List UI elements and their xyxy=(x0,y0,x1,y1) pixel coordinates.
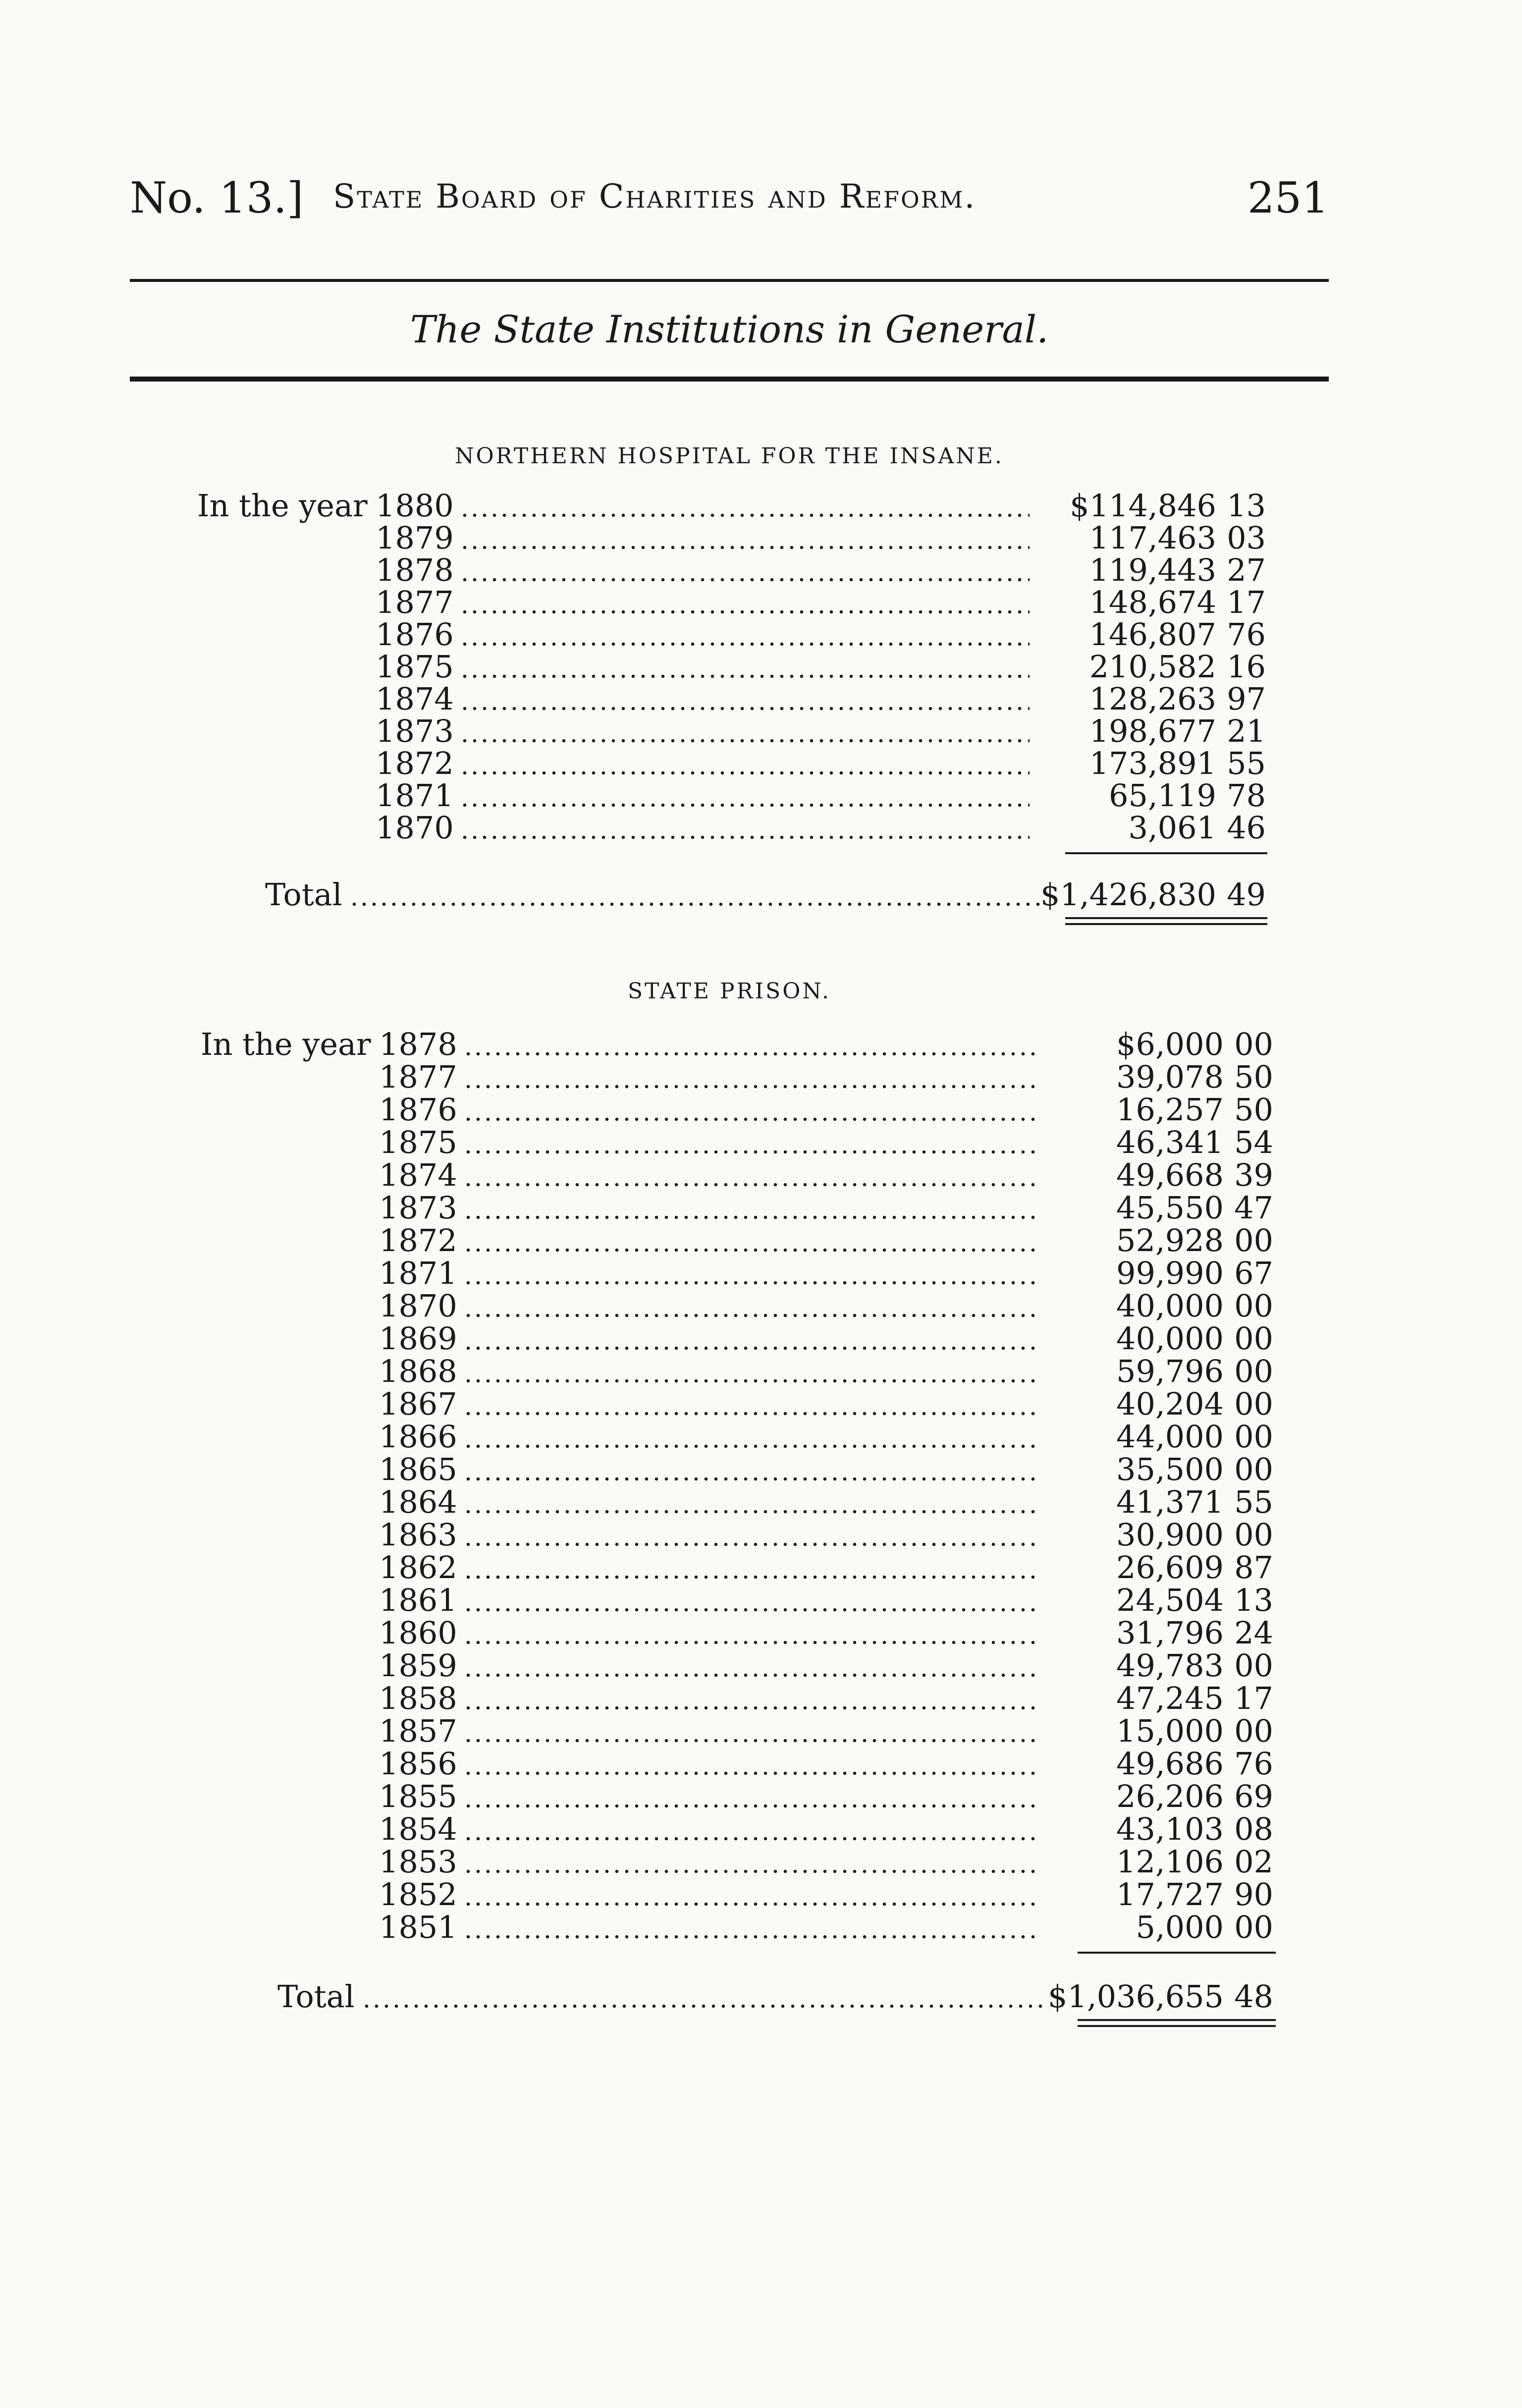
ledger-row xyxy=(0,1780,1522,1813)
row-cents: 97 xyxy=(1227,681,1266,717)
ledger-row xyxy=(0,1094,1522,1126)
row-cents: 24 xyxy=(1234,1615,1273,1651)
dot-leader xyxy=(463,1346,1038,1350)
row-cents: 76 xyxy=(1234,1746,1273,1782)
ledger-row xyxy=(0,715,1522,748)
ledger-row xyxy=(0,1519,1522,1551)
row-year: 1863 xyxy=(379,1517,457,1553)
row-cents: 87 xyxy=(1234,1549,1273,1586)
dot-leader xyxy=(349,902,1040,906)
row-cents: 27 xyxy=(1227,552,1266,588)
header-rule-top xyxy=(130,279,1329,282)
row-year: 1855 xyxy=(379,1778,457,1814)
row-dollars: 44,000 xyxy=(1116,1419,1224,1455)
page-number: 251 xyxy=(1247,173,1329,223)
row-dollars: 148,674 xyxy=(1089,584,1216,620)
row-cents: 00 xyxy=(1234,1419,1273,1455)
ledger-row xyxy=(0,1192,1522,1224)
row-cents: 55 xyxy=(1234,1484,1273,1520)
row-year: 1857 xyxy=(379,1713,457,1749)
dot-leader xyxy=(463,1935,1038,1939)
ledger-row xyxy=(0,747,1522,780)
row-dollars: 40,000 xyxy=(1116,1288,1224,1324)
row-year: 1867 xyxy=(379,1386,457,1422)
row-dollars: 24,504 xyxy=(1116,1582,1224,1618)
row-cents: 50 xyxy=(1234,1092,1273,1128)
row-cents: 69 xyxy=(1234,1778,1273,1814)
dot-leader xyxy=(463,1902,1038,1906)
row-year: 1878 xyxy=(379,1026,457,1062)
dot-leader xyxy=(463,1771,1038,1775)
row-dollars: 45,550 xyxy=(1116,1190,1224,1226)
ledger-row xyxy=(0,1617,1522,1649)
dot-leader xyxy=(463,1869,1038,1873)
ledger-row xyxy=(0,1813,1522,1846)
row-cents: 00 xyxy=(1234,1517,1273,1553)
row-dollars: 128,263 xyxy=(1089,681,1216,717)
ledger-row xyxy=(0,1421,1522,1453)
ledger-row xyxy=(0,618,1522,651)
dot-leader xyxy=(460,803,1030,807)
row-cents: 55 xyxy=(1227,745,1266,781)
dot-leader xyxy=(463,1608,1038,1612)
row-cents: 90 xyxy=(1234,1876,1273,1913)
ledger-row xyxy=(0,490,1522,522)
row-year: 1874 xyxy=(379,1157,457,1193)
row-year: 1858 xyxy=(379,1680,457,1716)
row-lead-label: In the year xyxy=(197,488,368,524)
row-dollars: 31,796 xyxy=(1116,1615,1224,1651)
row-dollars: 198,677 xyxy=(1089,713,1216,749)
hospital-heading: NORTHERN HOSPITAL FOR THE INSANE. xyxy=(455,443,1004,469)
section-title: The State Institutions in General. xyxy=(410,307,1049,351)
ledger-row xyxy=(0,1551,1522,1584)
row-year: 1853 xyxy=(379,1844,457,1880)
row-dollars: 41,371 xyxy=(1116,1484,1224,1520)
dot-leader xyxy=(463,1248,1038,1252)
row-lead-label: In the year xyxy=(201,1026,371,1062)
ledger-row xyxy=(0,1748,1522,1780)
total-cents: 49 xyxy=(1227,876,1266,913)
sum-rule xyxy=(1065,852,1267,854)
row-cents: 78 xyxy=(1227,777,1266,814)
row-year: 1859 xyxy=(379,1647,457,1684)
double-rule xyxy=(1065,917,1267,919)
row-cents: 08 xyxy=(1234,1811,1273,1847)
ledger-row xyxy=(0,1388,1522,1421)
row-year: 1875 xyxy=(379,1124,457,1160)
dot-leader xyxy=(460,513,1030,517)
row-year: 1868 xyxy=(379,1353,457,1389)
ledger-row xyxy=(0,1715,1522,1748)
row-dollars: $6,000 xyxy=(1116,1026,1224,1062)
row-year: 1877 xyxy=(379,1059,457,1095)
running-title: State Board of Charities and Reform. xyxy=(333,177,977,216)
row-cents: 39 xyxy=(1234,1157,1273,1193)
dot-leader xyxy=(463,1837,1038,1841)
dot-leader xyxy=(463,1706,1038,1710)
row-cents: 00 xyxy=(1234,1026,1273,1062)
dot-leader xyxy=(463,1477,1038,1481)
row-year: 1878 xyxy=(376,552,454,588)
dot-leader xyxy=(463,1183,1038,1187)
row-cents: 00 xyxy=(1234,1353,1273,1389)
total-row xyxy=(0,1980,1522,2013)
row-year: 1852 xyxy=(379,1876,457,1913)
dot-leader xyxy=(463,1150,1038,1154)
row-year: 1866 xyxy=(379,1419,457,1455)
dot-leader xyxy=(463,1739,1038,1743)
row-dollars: 65,119 xyxy=(1109,777,1216,814)
double-rule xyxy=(1078,2019,1276,2021)
row-cents: 46 xyxy=(1227,810,1266,846)
ledger-row xyxy=(0,1028,1522,1061)
ledger-row xyxy=(0,1355,1522,1388)
row-dollars: 3,061 xyxy=(1128,810,1216,846)
row-cents: 76 xyxy=(1227,616,1266,653)
row-year: 1880 xyxy=(376,488,454,524)
dot-leader xyxy=(463,1379,1038,1383)
dot-leader xyxy=(463,1215,1038,1219)
dot-leader xyxy=(463,1313,1038,1317)
ledger-row xyxy=(0,1682,1522,1715)
row-year: 1874 xyxy=(376,681,454,717)
dot-leader xyxy=(460,835,1030,839)
dot-leader xyxy=(463,1412,1038,1416)
row-year: 1870 xyxy=(376,810,454,846)
ledger-row xyxy=(0,1322,1522,1355)
ledger-row xyxy=(0,1584,1522,1617)
prison-heading: STATE PRISON. xyxy=(628,979,831,1004)
row-cents: 17 xyxy=(1227,584,1266,620)
row-dollars: 59,796 xyxy=(1116,1353,1224,1389)
dot-leader xyxy=(460,578,1030,582)
ledger-row xyxy=(0,1257,1522,1290)
row-dollars: 173,891 xyxy=(1089,745,1216,781)
row-year: 1871 xyxy=(379,1255,457,1291)
row-cents: 67 xyxy=(1234,1255,1273,1291)
ledger-row xyxy=(0,651,1522,683)
row-cents: 47 xyxy=(1234,1190,1273,1226)
dot-leader xyxy=(463,1641,1038,1644)
row-dollars: 40,204 xyxy=(1116,1386,1224,1422)
row-dollars: 49,686 xyxy=(1116,1746,1224,1782)
dot-leader xyxy=(463,1804,1038,1808)
dot-leader xyxy=(362,2004,1045,2008)
row-cents: 16 xyxy=(1227,649,1266,685)
dot-leader xyxy=(460,642,1030,646)
row-year: 1870 xyxy=(379,1288,457,1324)
dot-leader xyxy=(463,1575,1038,1579)
row-dollars: 5,000 xyxy=(1136,1909,1224,1945)
row-dollars: 26,206 xyxy=(1116,1778,1224,1814)
row-dollars: $114,846 xyxy=(1070,488,1216,524)
row-year: 1879 xyxy=(376,520,454,556)
total-row xyxy=(0,878,1522,911)
ledger-row xyxy=(0,1061,1522,1094)
row-dollars: 146,807 xyxy=(1089,616,1216,653)
row-year: 1873 xyxy=(379,1190,457,1226)
row-dollars: 15,000 xyxy=(1116,1713,1224,1749)
ledger-row xyxy=(0,1878,1522,1911)
row-dollars: 47,245 xyxy=(1116,1680,1224,1716)
row-dollars: 12,106 xyxy=(1116,1844,1224,1880)
total-label: Total xyxy=(265,876,342,913)
dot-leader xyxy=(463,1444,1038,1448)
row-dollars: 117,463 xyxy=(1089,520,1216,556)
row-cents: 00 xyxy=(1234,1909,1273,1945)
row-dollars: 210,582 xyxy=(1089,649,1216,685)
row-cents: 00 xyxy=(1234,1320,1273,1357)
row-year: 1872 xyxy=(376,745,454,781)
row-year: 1860 xyxy=(379,1615,457,1651)
row-dollars: 26,609 xyxy=(1116,1549,1224,1586)
row-dollars: 99,990 xyxy=(1116,1255,1224,1291)
ledger-row xyxy=(0,779,1522,812)
dot-leader xyxy=(460,674,1030,678)
row-dollars: 39,078 xyxy=(1116,1059,1224,1095)
row-year: 1861 xyxy=(379,1582,457,1618)
row-cents: 00 xyxy=(1234,1222,1273,1259)
ledger-row xyxy=(0,812,1522,844)
row-dollars: 49,783 xyxy=(1116,1647,1224,1684)
row-year: 1862 xyxy=(379,1549,457,1586)
row-cents: 00 xyxy=(1234,1288,1273,1324)
total-label: Total xyxy=(277,1978,355,2015)
row-year: 1877 xyxy=(376,584,454,620)
total-dollars: $1,426,830 xyxy=(1040,876,1216,913)
row-year: 1865 xyxy=(379,1451,457,1487)
row-cents: 13 xyxy=(1227,488,1266,524)
ledger-row xyxy=(0,1159,1522,1192)
row-cents: 17 xyxy=(1234,1680,1273,1716)
sum-rule xyxy=(1078,1952,1276,1954)
row-year: 1869 xyxy=(379,1320,457,1357)
dot-leader xyxy=(463,1117,1038,1121)
ledger-row xyxy=(0,522,1522,554)
row-dollars: 49,668 xyxy=(1116,1157,1224,1193)
row-dollars: 119,443 xyxy=(1089,552,1216,588)
row-dollars: 52,928 xyxy=(1116,1222,1224,1259)
row-year: 1875 xyxy=(376,649,454,685)
ledger-row xyxy=(0,1453,1522,1486)
row-cents: 21 xyxy=(1227,713,1266,749)
ledger-row xyxy=(0,1486,1522,1519)
row-year: 1854 xyxy=(379,1811,457,1847)
dot-leader xyxy=(463,1052,1038,1056)
dot-leader xyxy=(460,739,1030,743)
double-rule xyxy=(1078,2025,1276,2027)
row-cents: 54 xyxy=(1234,1124,1273,1160)
dot-leader xyxy=(463,1542,1038,1546)
ledger-row xyxy=(0,554,1522,587)
row-year: 1871 xyxy=(376,777,454,814)
dot-leader xyxy=(460,610,1030,614)
ledger-row xyxy=(0,683,1522,715)
ledger-row xyxy=(0,1846,1522,1878)
ledger-row xyxy=(0,1224,1522,1257)
row-dollars: 40,000 xyxy=(1116,1320,1224,1357)
row-cents: 00 xyxy=(1234,1451,1273,1487)
ledger-row xyxy=(0,1290,1522,1322)
dot-leader xyxy=(460,771,1030,775)
row-cents: 13 xyxy=(1234,1582,1273,1618)
row-dollars: 46,341 xyxy=(1116,1124,1224,1160)
row-dollars: 43,103 xyxy=(1116,1811,1224,1847)
row-cents: 02 xyxy=(1234,1844,1273,1880)
total-cents: 48 xyxy=(1234,1978,1273,2015)
ledger-row xyxy=(0,586,1522,619)
row-dollars: 17,727 xyxy=(1116,1876,1224,1913)
row-dollars: 30,900 xyxy=(1116,1517,1224,1553)
running-head xyxy=(130,173,1329,233)
dot-leader xyxy=(463,1673,1038,1677)
header-rule-bottom xyxy=(130,377,1329,382)
ledger-row xyxy=(0,1649,1522,1682)
dot-leader xyxy=(463,1510,1038,1514)
double-rule xyxy=(1065,923,1267,925)
row-dollars: 16,257 xyxy=(1116,1092,1224,1128)
ledger-row xyxy=(0,1126,1522,1159)
row-year: 1876 xyxy=(379,1092,457,1128)
row-cents: 00 xyxy=(1234,1713,1273,1749)
document-number: No. 13.] xyxy=(130,173,304,223)
row-year: 1864 xyxy=(379,1484,457,1520)
row-cents: 03 xyxy=(1227,520,1266,556)
row-year: 1876 xyxy=(376,616,454,653)
dot-leader xyxy=(460,707,1030,711)
row-cents: 00 xyxy=(1234,1386,1273,1422)
row-cents: 00 xyxy=(1234,1647,1273,1684)
dot-leader xyxy=(463,1281,1038,1285)
total-dollars: $1,036,655 xyxy=(1048,1978,1224,2015)
dot-leader xyxy=(460,546,1030,549)
row-cents: 50 xyxy=(1234,1059,1273,1095)
dot-leader xyxy=(463,1085,1038,1089)
row-year: 1873 xyxy=(376,713,454,749)
row-year: 1856 xyxy=(379,1746,457,1782)
row-dollars: 35,500 xyxy=(1116,1451,1224,1487)
row-year: 1872 xyxy=(379,1222,457,1259)
ledger-row xyxy=(0,1911,1522,1944)
row-year: 1851 xyxy=(379,1909,457,1945)
